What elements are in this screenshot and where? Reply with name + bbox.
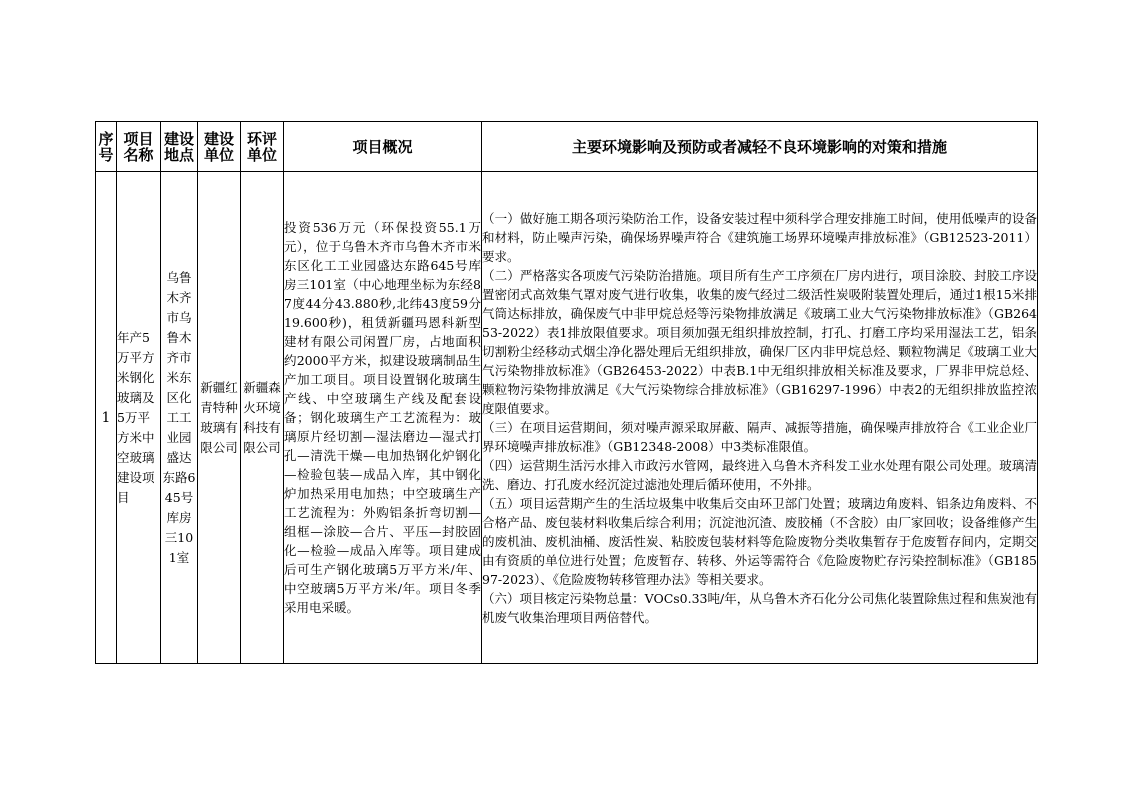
cell-location: 乌鲁木齐市乌鲁木齐市米东区化工工业园盛达东路645号库房三101室 xyxy=(161,172,198,664)
header-location: 建设地点 xyxy=(161,122,198,172)
header-eia-unit: 环评单位 xyxy=(241,122,284,172)
measure-item: （四）运营期生活污水排入市政污水管网，最终进入乌鲁木齐科发工业水处理有限公司处理。玻璃清洗、磨边、打孔废水经沉淀过滤池处理后循环使用，不外排。 xyxy=(482,457,1037,492)
header-measures: 主要环境影响及预防或者减轻不良环境影响的对策和措施 xyxy=(482,122,1038,172)
measure-item: （五）项目运营期产生的生活垃圾集中收集后交由环卫部门处置；玻璃边角废料、铝条边角废料、不合格产品、废包装材料收集后综合利用；沉淀池沉渣、废胶桶（不含胶）由厂家回收；设备维修产生的废机油、废机油桶、废活性炭、粘胶废包装材料等危险废物分类收集暂存于危废暂存间内，定期交由有资质的单位进行处置；危废暂存、转移、外运等需符合《危险废物贮存污染控制标准》（GB18597-2023）、《危险废物转移管理办法》等相关要求。 xyxy=(482,495,1037,587)
header-seq: 序号 xyxy=(96,122,117,172)
measure-item: （二）严格落实各项废气污染防治措施。项目所有生产工序须在厂房内进行，项目涂胶、封胶工序设置密闭式高效集气罩对废气进行收集，收集的废气经过二级活性炭吸附装置处理后，通过1根15米排气筒达标排放，确保废气中非甲烷总烃等污染物排放满足《玻璃工业大气污染物排放标准》（GB26453-2022）表1排放限值要求。项目须加强无组织排放控制，打孔、打磨工序均采用湿法工艺，铝条切割粉尘经移动式烟尘净化器处理后无组织排放，确保厂区内非甲烷总烃、颗粒物满足《玻璃工业大气污染物排放标准》（GB26453-2022）中表B.1中无组织排放相关标准及要求，厂界非甲烷总烃、颗粒物污染物排放满足《大气污染物综合排放标准》（GB16297-1996）中表2的无组织排放监控浓度限值要求。 xyxy=(482,267,1037,416)
cell-overview: 投资536万元（环保投资55.1万元），位于乌鲁木齐市乌鲁木齐市米东区化工工业园盛达东路645号库房三101室（中心地理坐标为东经87度44分43.880秒,北纬43度59分19.600秒)，租赁新疆玛恩科新型建材有限公司闲置厂房，占地面积约2000平方米，拟建设玻璃制品生产加工项目。项目设置钢化玻璃生产线、中空玻璃生产线及配套设备；钢化玻璃生产工艺流程为：玻璃原片经切割—湿法磨边—湿式打孔—清洗干燥—电加热钢化炉钢化—检验包装—成品入库，其中钢化炉加热采用电加热；中空玻璃生产工艺流程为：外购铝条折弯切割—组框—涂胶—合片、平压—封胶固化—检验—成品入库等。项目建成后可生产钢化玻璃5万平方米/年、中空玻璃5万平方米/年。项目冬季采用电采暖。 xyxy=(284,172,482,664)
cell-project-name: 年产5万平方米钢化玻璃及5万平方米中空玻璃建设项目 xyxy=(117,172,161,664)
measure-item: （一）做好施工期各项污染防治工作，设备安装过程中须科学合理安排施工时间，使用低噪声的设备和材料，防止噪声污染，确保场界噪声符合《建筑施工场界环境噪声排放标准》（GB12523-2011）要求。 xyxy=(482,210,1037,264)
table-row xyxy=(96,172,1038,664)
table-header-row xyxy=(96,122,1038,172)
measure-item: （六）项目核定污染物总量：VOCs0.33吨/年，从乌鲁木齐石化分公司焦化装置除焦过程和焦炭池有机废气收集治理项目两倍替代。 xyxy=(482,590,1037,625)
header-construction-unit: 建设单位 xyxy=(198,122,241,172)
cell-seq: 1 xyxy=(96,172,117,664)
cell-construction-unit: 新疆红青特种玻璃有限公司 xyxy=(198,172,241,664)
cell-eia-unit: 新疆森火环境科技有限公司 xyxy=(241,172,284,664)
project-table xyxy=(95,121,1038,664)
header-overview: 项目概况 xyxy=(284,122,482,172)
cell-measures xyxy=(482,172,1038,664)
measure-item: （三）在项目运营期间，须对噪声源采取屏蔽、隔声、减振等措施，确保噪声排放符合《工业企业厂界环境噪声排放标准》（GB12348-2008）中3类标准限值。 xyxy=(482,419,1037,454)
header-project-name: 项目名称 xyxy=(117,122,161,172)
